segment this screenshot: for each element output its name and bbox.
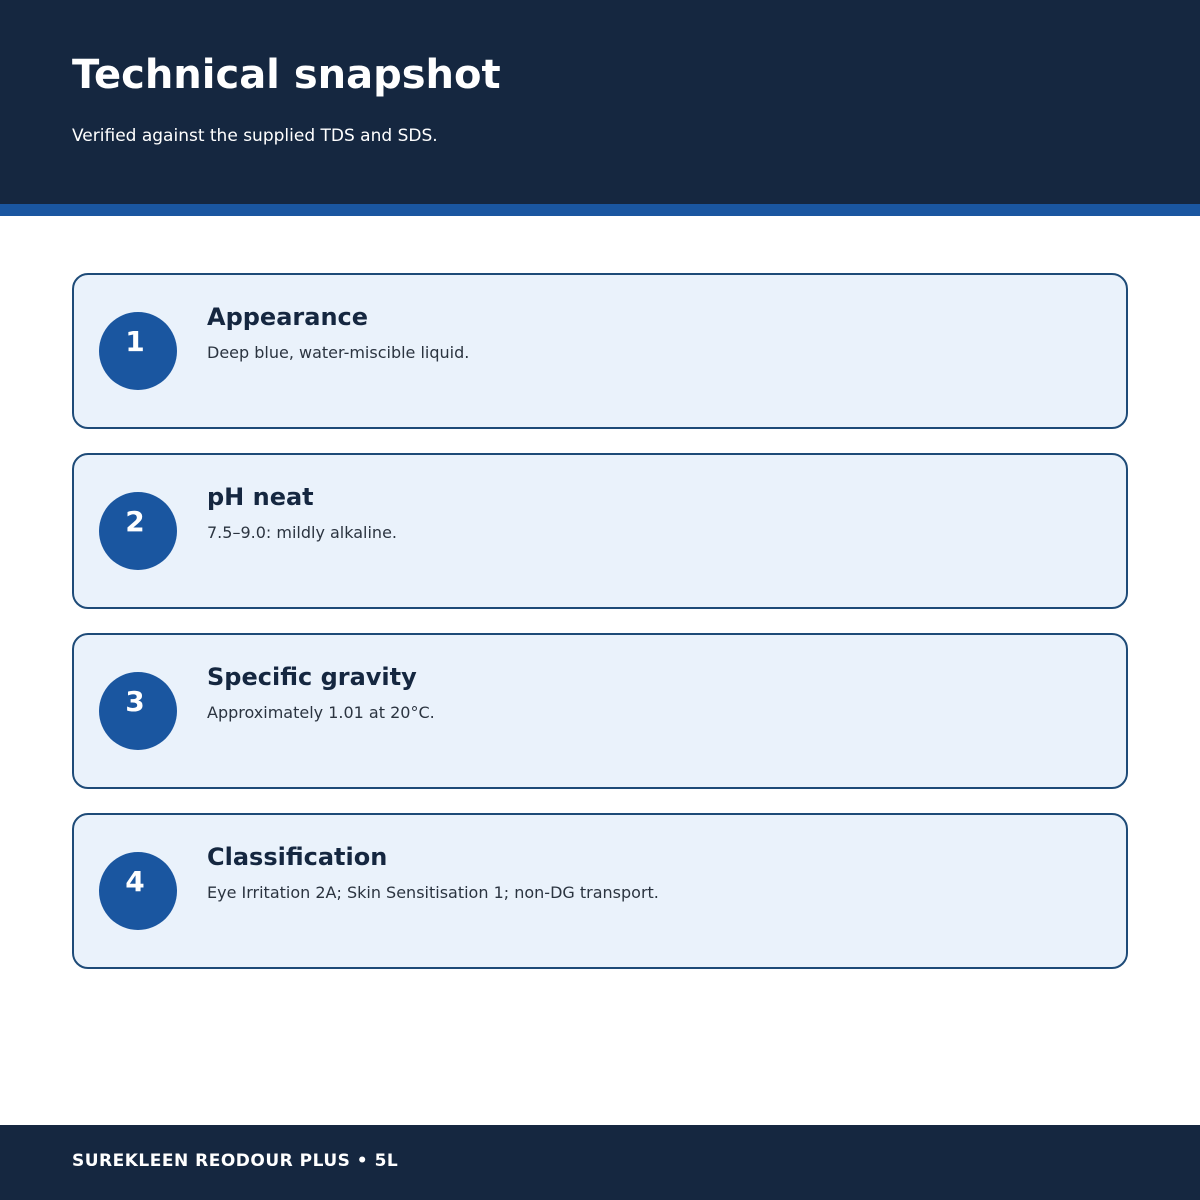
step-number: 3 <box>125 685 145 718</box>
spec-card-description: 7.5–9.0: mildly alkaline. <box>207 523 397 542</box>
spec-card-title: pH neat <box>207 483 314 511</box>
header-accent-bar <box>0 204 1200 216</box>
product-name-footer: SUREKLEEN REODOUR PLUS • 5L <box>72 1151 399 1171</box>
step-number-badge <box>99 672 177 750</box>
spec-card-specific-gravity <box>72 633 1128 789</box>
step-number-badge <box>99 852 177 930</box>
page-footer <box>0 1125 1200 1200</box>
page-subtitle: Verified against the supplied TDS and SDS. <box>72 126 438 146</box>
spec-card-description: Eye Irritation 2A; Skin Sensitisation 1; non-DG transport. <box>207 883 659 902</box>
step-number: 2 <box>125 505 145 538</box>
spec-card-description: Approximately 1.01 at 20°C. <box>207 703 435 722</box>
spec-card-description: Deep blue, water-miscible liquid. <box>207 343 470 362</box>
spec-card-appearance <box>72 273 1128 429</box>
spec-card-title: Classification <box>207 843 388 871</box>
page-header <box>0 0 1200 204</box>
step-number-badge <box>99 492 177 570</box>
spec-card-title: Specific gravity <box>207 663 417 691</box>
spec-card-classification <box>72 813 1128 969</box>
step-number: 4 <box>125 865 145 898</box>
spec-card-title: Appearance <box>207 303 369 331</box>
spec-card-ph-neat <box>72 453 1128 609</box>
page-title: Technical snapshot <box>72 52 501 98</box>
step-number: 1 <box>125 325 145 358</box>
spec-card-list <box>72 273 1128 993</box>
step-number-badge <box>99 312 177 390</box>
